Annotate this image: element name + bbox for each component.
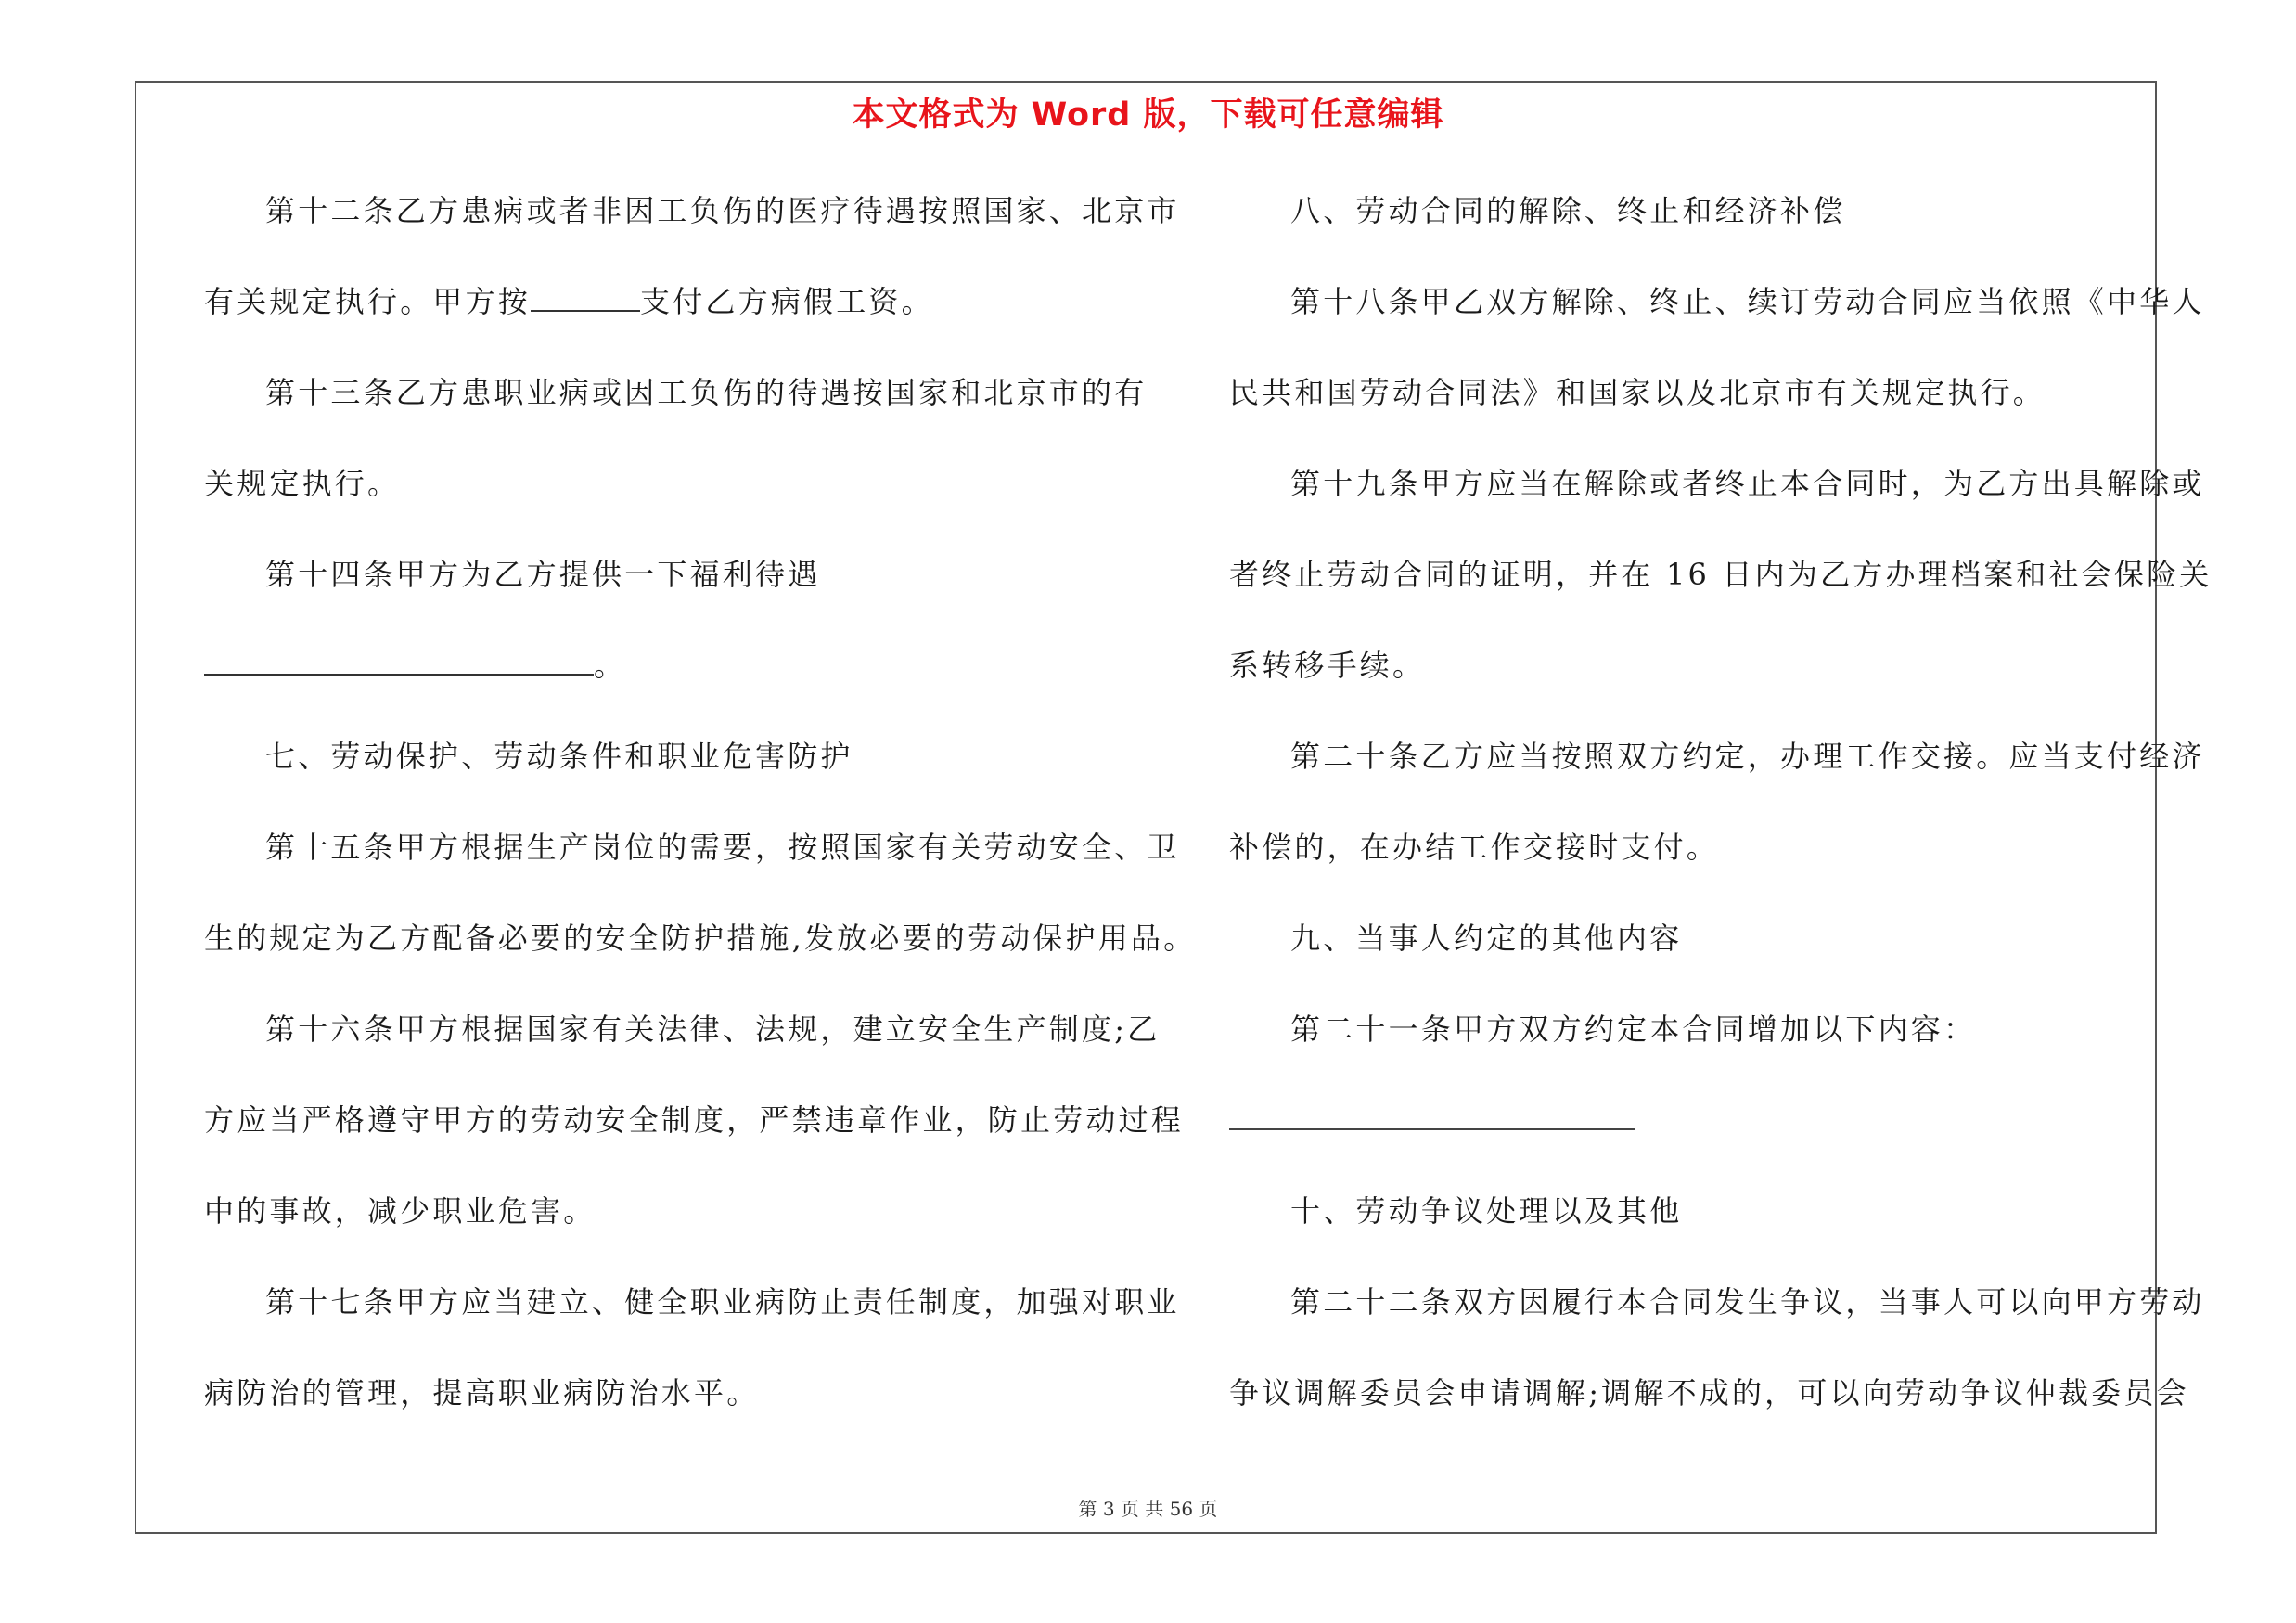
paragraph-line: 补偿的，在办结工作交接时支付。 xyxy=(1229,830,1720,865)
left-column xyxy=(204,181,1197,1454)
fill-in-blank xyxy=(531,275,640,312)
paragraph-line: 第十四条甲方为乙方提供一下福利待遇 xyxy=(265,557,821,592)
paragraph-line: 病防治的管理，提高职业病防治水平。 xyxy=(204,1375,760,1410)
paragraph-line: 第十九条甲方应当在解除或者终止本合同时，为乙方出具解除或 xyxy=(1290,466,2205,501)
section-heading: 十、劳动争议处理以及其他 xyxy=(1290,1193,1683,1229)
paragraph-line: 者终止劳动合同的证明，并在 16 日内为乙方办理档案和社会保险关 xyxy=(1229,557,2213,592)
word-format-banner: 本文格式为 Word 版，下载可任意编辑 xyxy=(852,97,1444,134)
paragraph-line: 生的规定为乙方配备必要的安全防护措施,发放必要的劳动保护用品。 xyxy=(204,921,1197,956)
paragraph-line: 第十三条乙方患职业病或因工负伤的待遇按国家和北京市的有 xyxy=(265,375,1148,410)
paragraph-line: 民共和国劳动合同法》和国家以及北京市有关规定执行。 xyxy=(1229,375,2046,410)
paragraph-line: 中的事故，减少职业危害。 xyxy=(204,1193,596,1229)
fill-in-blank xyxy=(204,638,594,676)
section-heading: 八、劳动合同的解除、终止和经济补偿 xyxy=(1290,193,1846,228)
paragraph-line xyxy=(1229,1090,2157,1181)
right-column xyxy=(1229,181,2213,1454)
line-text: 支付乙方病假工资。 xyxy=(640,284,934,319)
paragraph-line: 系转移手续。 xyxy=(1229,648,1426,683)
paragraph-line: 第二十一条甲方双方约定本合同增加以下内容： xyxy=(1290,1011,1977,1047)
fill-in-blank xyxy=(1229,1091,1635,1130)
paragraph-line: 第十二条乙方患病或者非因工负伤的医疗待遇按照国家、北京市 xyxy=(265,193,1180,228)
paragraph-line: 第十八条甲乙双方解除、终止、续订劳动合同应当依照《中华人 xyxy=(1290,284,2205,319)
paragraph-line: 第二十二条双方因履行本合同发生争议，当事人可以向甲方劳动 xyxy=(1290,1284,2205,1320)
page-number: 第 3 页 共 56 页 xyxy=(1078,1498,1218,1520)
paragraph-line xyxy=(204,272,1141,363)
paragraph-line: 方应当严格遵守甲方的劳动安全制度，严禁违章作业，防止劳动过程 xyxy=(204,1102,1185,1138)
line-text: 有关规定执行。甲方按 xyxy=(204,284,532,319)
section-heading: 七、劳动保护、劳动条件和职业危害防护 xyxy=(265,739,853,774)
paragraph-line: 第十五条甲方根据生产岗位的需要，按照国家有关劳动安全、卫 xyxy=(265,830,1180,865)
paragraph-line: 争议调解委员会申请调解;调解不成的，可以向劳动争议仲裁委员会 xyxy=(1229,1375,2189,1410)
paragraph-line: 关规定执行。 xyxy=(204,466,401,501)
line-text: 。 xyxy=(594,648,627,683)
paragraph-line xyxy=(204,636,1141,727)
section-heading: 九、当事人约定的其他内容 xyxy=(1290,921,1683,956)
paragraph-line: 第十七条甲方应当建立、健全职业病防止责任制度，加强对职业 xyxy=(265,1284,1180,1320)
paragraph-line: 第十六条甲方根据国家有关法律、法规，建立安全生产制度;乙 xyxy=(265,1011,1161,1047)
paragraph-line: 第二十条乙方应当按照双方约定，办理工作交接。应当支付经济 xyxy=(1290,739,2205,774)
